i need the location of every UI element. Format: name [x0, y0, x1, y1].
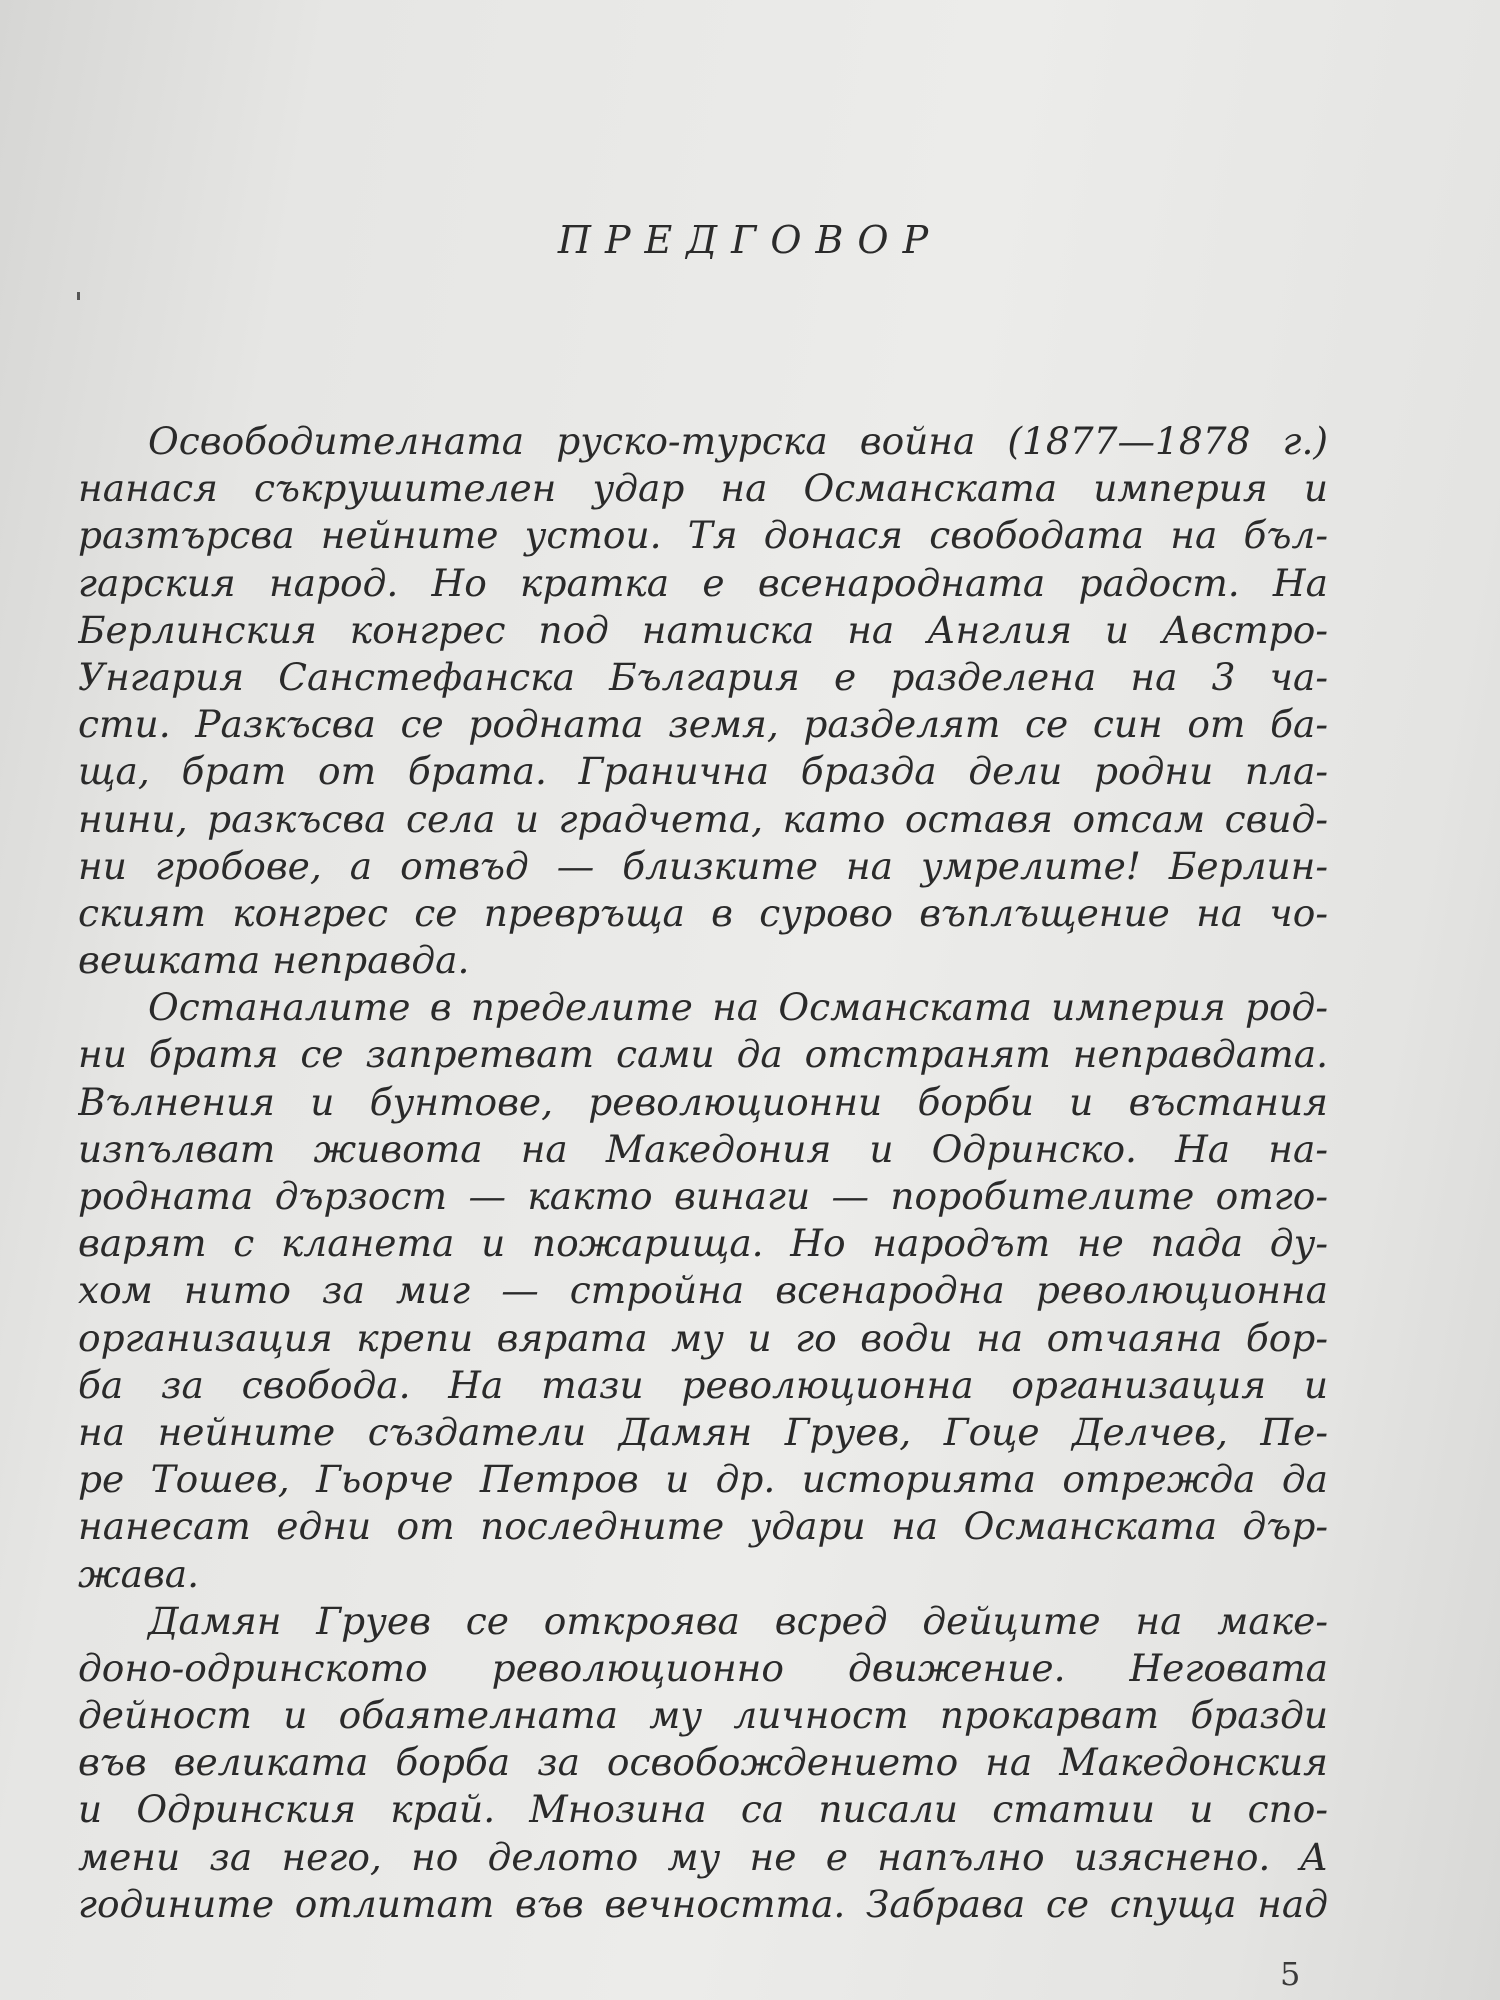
- text-line: нанесат едни от последните удари на Османската дър-: [78, 1504, 1328, 1549]
- text-line: хом нито за миг — стройна всенародна революционна: [78, 1268, 1328, 1313]
- body-text: [78, 418, 1328, 1928]
- text-line: нанася съкрушителен удар на Османската империя и: [78, 466, 1328, 511]
- text-line: организация крепи вярата му и го води на отчаяна бор-: [78, 1315, 1328, 1360]
- text-line: нини, разкъсва села и градчета, като оставя отсам свид-: [78, 796, 1328, 841]
- text-line: доно-одринското революционно движение. Неговата: [78, 1645, 1328, 1690]
- text-line: ща, брат от брата. Гранична бразда дели родни пла-: [78, 749, 1328, 794]
- text-line: разтърсва нейните устои. Тя донася свободата на бъл-: [78, 513, 1328, 558]
- text-line: във великата борба за освобождението на Македонския: [78, 1740, 1328, 1785]
- page-number: 5: [1280, 1955, 1301, 1993]
- text-line: варят с кланета и пожарища. Но народът не пада ду-: [78, 1221, 1328, 1266]
- page-title: ПРЕДГОВОР: [557, 218, 943, 262]
- text-line: гарския народ. Но кратка е всенародната радост. На: [78, 560, 1328, 605]
- text-line: мени за него, но делото му не е напълно изяснено. А: [78, 1834, 1328, 1879]
- text-line: годините отлитат във вечността. Забрава се спуща над: [78, 1881, 1328, 1926]
- text-line: на нейните създатели Дамян Груев, Гоце Делчев, Пе-: [78, 1409, 1328, 1454]
- text-line: ни гробове, а отвъд — близките на умрелите! Берлин-: [78, 843, 1328, 888]
- text-line: сти. Разкъсва се родната земя, разделят се син от ба-: [78, 702, 1328, 747]
- text-line: дейност и обаятелната му личност прокарват бразди: [78, 1693, 1328, 1738]
- text-line: и Одринския край. Мнозина са писали статии и спо-: [78, 1787, 1328, 1832]
- text-line: родната дързост — както винаги — поробителите отго-: [78, 1174, 1328, 1218]
- text-line: Освободителната руско-турска война (1877—1878 г.): [148, 419, 1328, 463]
- text-line: жава.: [78, 1551, 200, 1596]
- text-line: ският конгрес се превръща в сурово въплъщение на чо-: [78, 890, 1328, 935]
- text-line: изпълват живота на Македония и Одринско. На на-: [78, 1126, 1328, 1171]
- text-line: ре Тошев, Гьорче Петров и др. историята отрежда да: [78, 1457, 1328, 1502]
- text-line: Дамян Груев се откроява всред дейците на маке-: [148, 1598, 1328, 1643]
- text-line: вешката неправда.: [78, 938, 470, 983]
- text-line: Унгария Санстефанска България е разделена на 3 ча-: [78, 654, 1328, 699]
- text-line: Вълнения и бунтове, революционни борби и въстания: [78, 1079, 1328, 1124]
- print-mark: [77, 292, 80, 300]
- text-line: Останалите в пределите на Османската империя род-: [148, 985, 1328, 1030]
- text-line: Берлинския конгрес под натиска на Англия и Австро-: [78, 607, 1328, 652]
- text-line: ни братя се запретват сами да отстранят неправдата.: [78, 1032, 1328, 1077]
- text-line: ба за свобода. На тази революционна организация и: [78, 1362, 1328, 1407]
